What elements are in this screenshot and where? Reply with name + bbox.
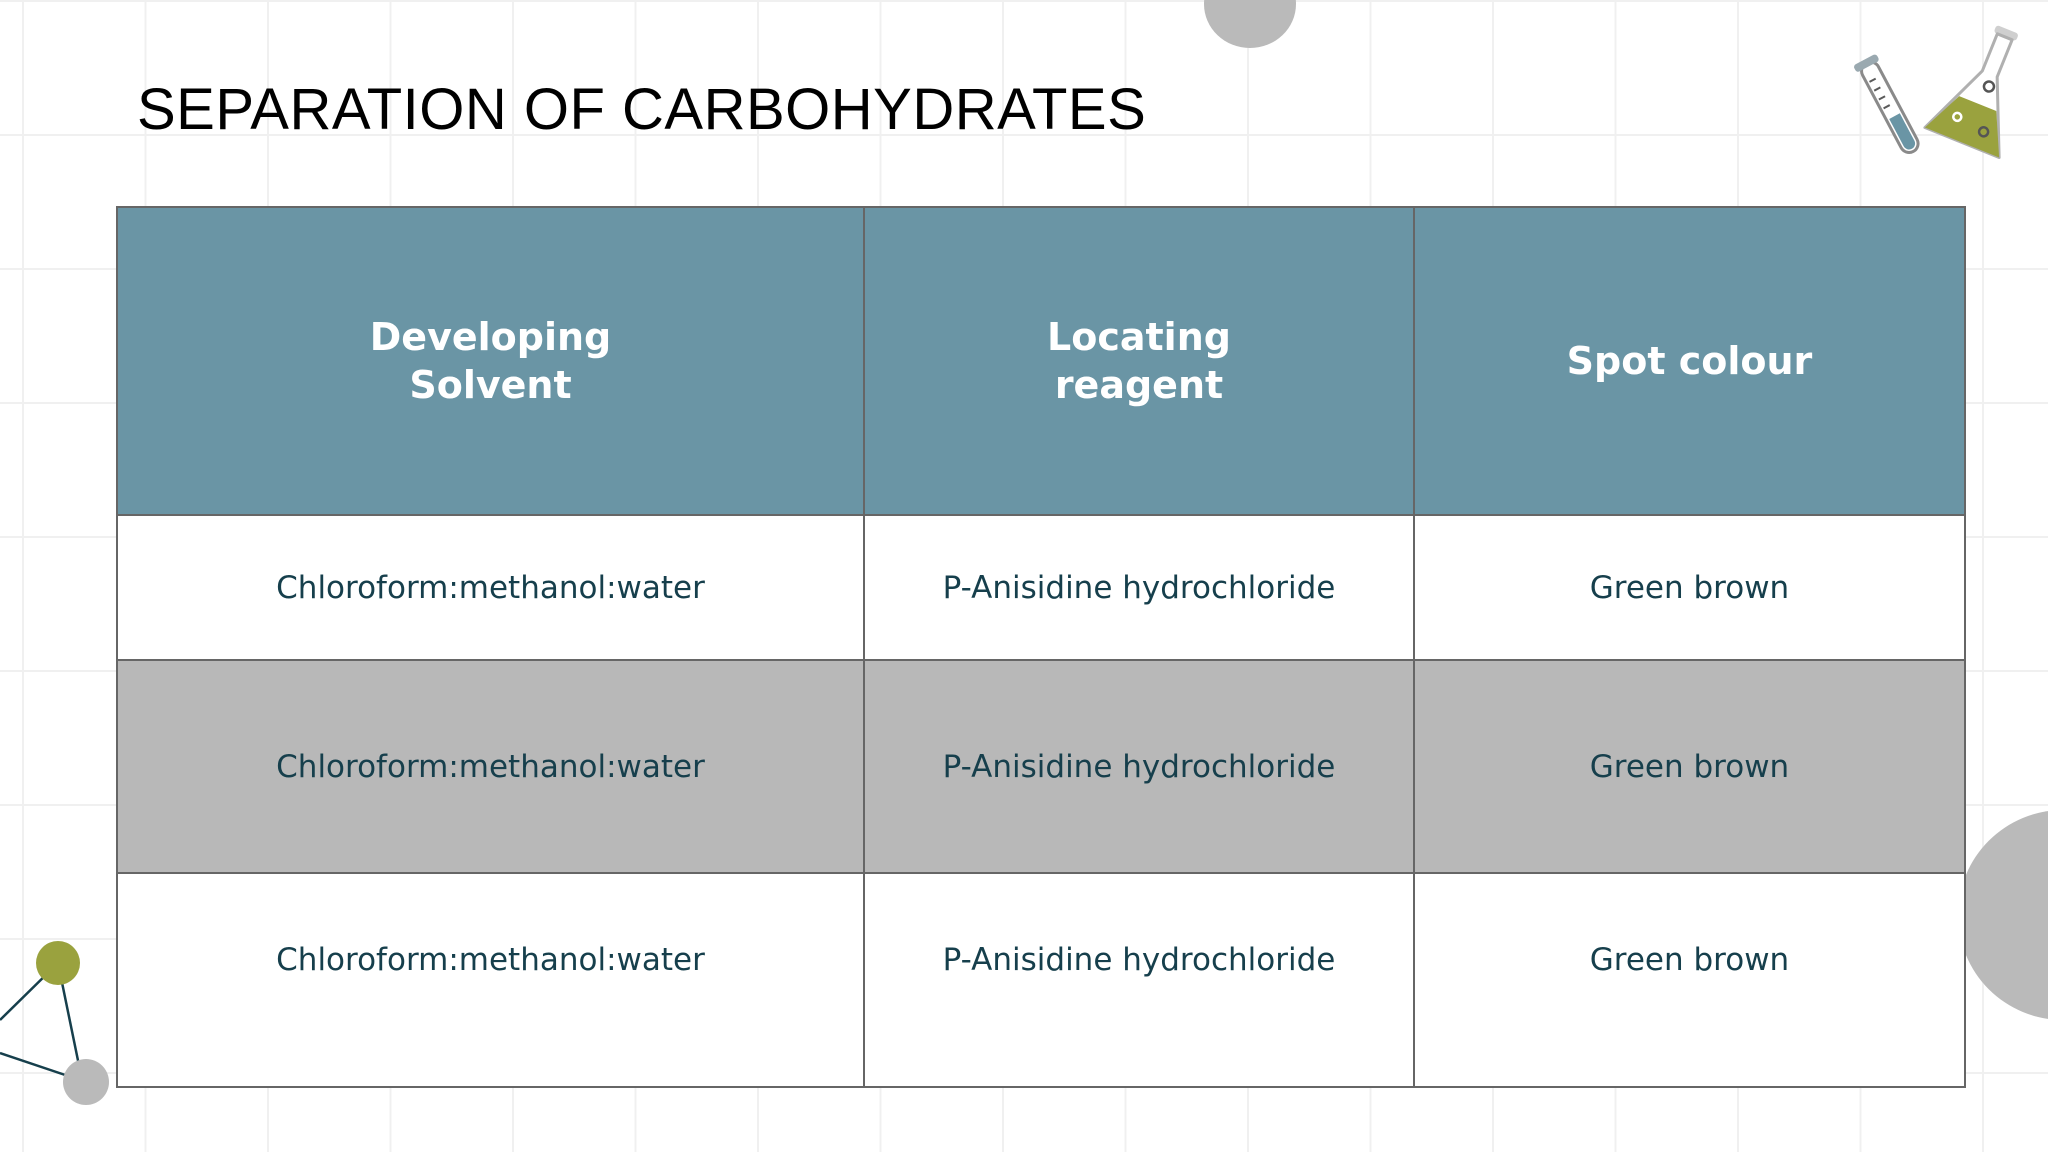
cell-spot-colour: Green brown bbox=[1414, 660, 1965, 873]
molecule-icon bbox=[0, 930, 120, 1110]
cell-locating-reagent: P-Anisidine hydrochloride bbox=[864, 660, 1414, 873]
cell-spot-colour: Green brown bbox=[1414, 515, 1965, 660]
header-spot-colour: Spot colour bbox=[1414, 207, 1965, 515]
table-row bbox=[117, 515, 1965, 660]
slide-title: SEPARATION OF CARBOHYDRATES bbox=[137, 77, 1147, 142]
table-row bbox=[117, 873, 1965, 1087]
cell-spot-colour: Green brown bbox=[1414, 873, 1965, 1087]
flask-icon bbox=[1925, 18, 2030, 157]
header-locating-reagent: Locating reagent bbox=[864, 207, 1414, 515]
table-row bbox=[117, 660, 1965, 873]
carbohydrate-separation-table bbox=[116, 206, 1966, 1088]
header-developing-solvent: Developing Solvent bbox=[117, 207, 864, 515]
test-tube-icon bbox=[1853, 54, 1925, 158]
table-header-row bbox=[117, 207, 1965, 515]
cell-developing-solvent: Chloroform:methanol:water bbox=[117, 660, 864, 873]
lab-glassware-decoration bbox=[1850, 18, 2030, 188]
cell-locating-reagent: P-Anisidine hydrochloride bbox=[864, 515, 1414, 660]
cell-locating-reagent: P-Anisidine hydrochloride bbox=[864, 873, 1414, 1087]
cell-developing-solvent: Chloroform:methanol:water bbox=[117, 873, 864, 1087]
decorative-circle-top bbox=[1204, 0, 1296, 48]
decorative-circle-right bbox=[1958, 810, 2048, 1020]
cell-developing-solvent: Chloroform:methanol:water bbox=[117, 515, 864, 660]
